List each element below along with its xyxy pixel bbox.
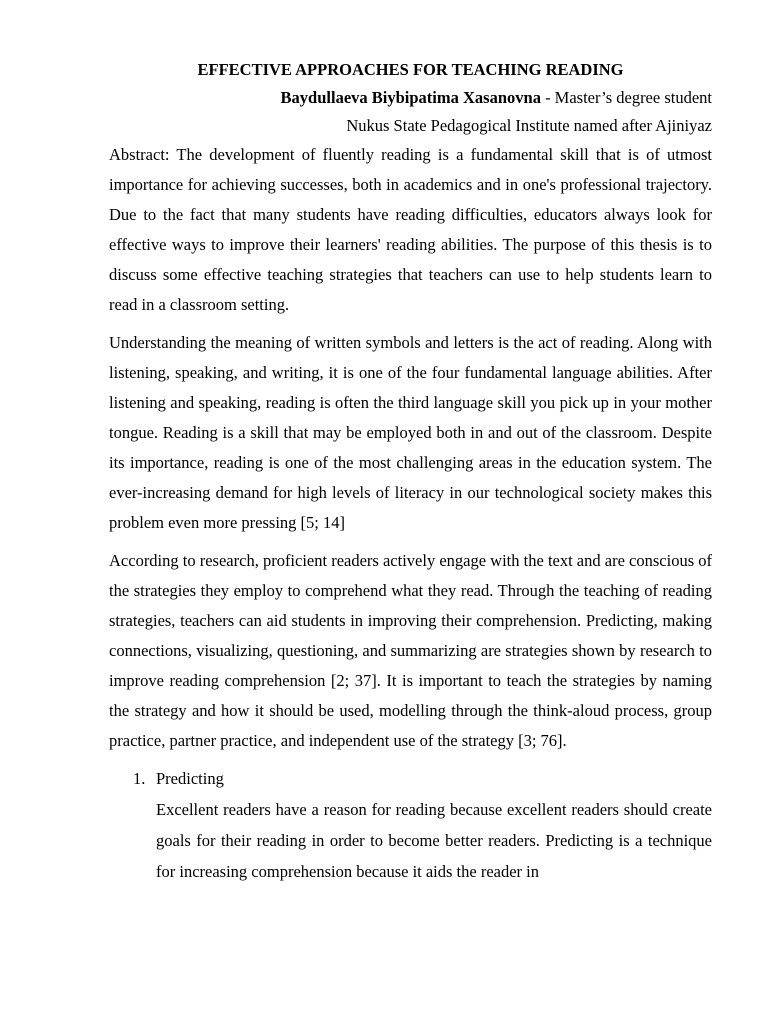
author-role: - Master’s degree student — [540, 88, 712, 107]
body-paragraph: Understanding the meaning of written symbols and letters is the act of reading. Along with listening, speaking, and writing, it is one of the four fundamental language abilities. After listening and speaking, reading is often the third language skill you pick up in your mother tongue. Reading is a skill that may be employed both in and out of the classroom. Despite its importance, reading is one of the most challenging areas in the education system. The ever-increasing demand for high levels of literacy in our technological society makes this problem even more pressing [5; 14] — [109, 333, 712, 532]
abstract-paragraph: Abstract: The development of fluently reading is a fundamental skill that is of utmost importance for achieving successes, both in academics and in one's professional trajectory. Due to the fact that many students have reading difficulties, educators always look for effective ways to improve their learners' reading abilities. The purpose of this thesis is to discuss some effective teaching strategies that teachers can use to help students learn to read in a classroom setting. — [109, 145, 712, 314]
document-title: EFFECTIVE APPROACHES FOR TEACHING READING — [197, 60, 624, 79]
document-page — [109, 60, 712, 887]
author-line — [109, 88, 712, 108]
list-item-text: Excellent readers have a reason for reading because excellent readers should create goals for their reading in order to become better readers. Predicting is a technique for increasing comprehension because it aids the reader in — [156, 800, 712, 881]
author-name: Baydullaeva Biybipatima Xasanovna — [280, 88, 541, 107]
list-item-heading: Predicting — [156, 769, 224, 788]
list-item-number: 1. — [133, 769, 146, 788]
strategy-list — [109, 764, 712, 887]
body-paragraph: According to research, proficient readers actively engage with the text and are conscious of the strategies they employ to comprehend what they read. Through the teaching of reading strategies, teachers can aid students in improving their comprehension. Predicting, making connections, visualizing, questioning, and summarizing are strategies shown by research to improve reading comprehension [2; 37]. It is important to teach the strategies by naming the strategy and how it should be used, modelling through the think-aloud process, group practice, partner practice, and independent use of the strategy [3; 76]. — [109, 551, 712, 750]
author-institute: Nukus State Pedagogical Institute named after Ajiniyaz — [346, 116, 712, 135]
list-item — [109, 764, 712, 887]
